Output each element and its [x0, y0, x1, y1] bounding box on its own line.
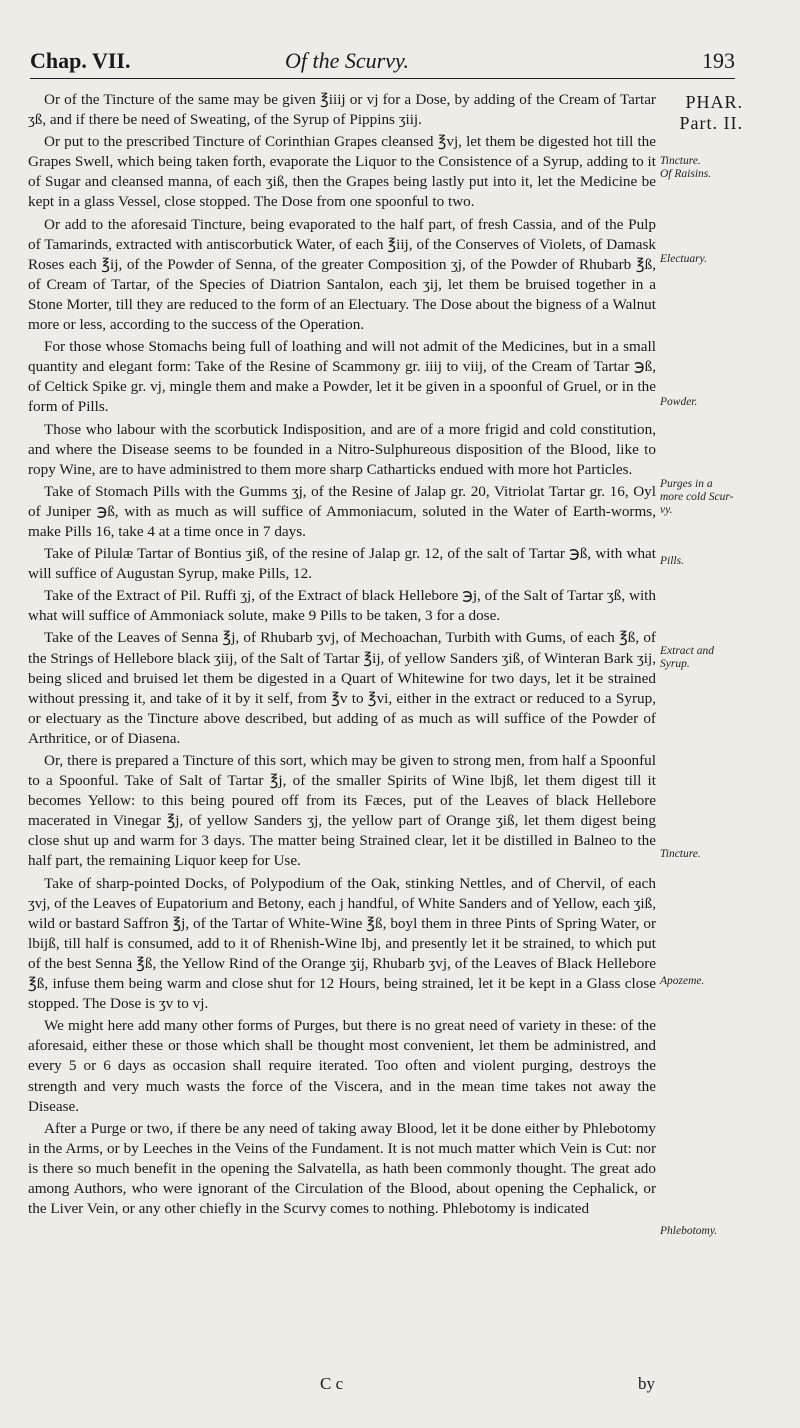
paragraph: Or, there is prepared a Tincture of this sort, which may be given to strong men, from half a Spoonful to a Spoonful. Take of Salt of Tartar ℥j, of the smaller Spirits of Wine lbjß, let them digest till it becomes Yellow: to this being poured off from its Fæces, put of the Leaves of black Hellebore macerated in Vinegar ℥j, of yellow Sanders ʒj, the yellow part of Orange ʒiß, let them digest being close shut up and warm for 3 days. The matter being Strained clear, let it be distilled in Balneo to the half part, the remaining Liquor keep for Use. — [28, 752, 656, 870]
margin-note-powder: Powder. — [660, 396, 698, 408]
chapter-label: Chap. VII. — [30, 48, 131, 73]
paragraph: Those who labour with the scorbutick Indisposition, and are of a more frigid and cold constitution, and where the Disease seems to be founded in a Nitro-Sulphureous disposition of the Blood, like to ropy Wine, are to have administred to them more sharp Catharticks endued with more hot Particles. — [28, 420, 656, 478]
paragraph: After a Purge or two, if there be any need of taking away Blood, let it be done either by Phlebotomy in the Arms, or by Leeches in the Veins of the Fundament. It is not much matter which Vein is Cut: nor is there so much benefit in the opening the Salvatella, as hath been commonly thought. The great ado among Authors, who were ignorant of the Circulation of the Blood, about opening the Cephalick, or the Liver Vein, or any other chiefly in the Scurvy comes to nothing. Phlebotomy is indicated — [28, 1119, 656, 1218]
margin-note-purges: Purges in a more cold Scur- vy. — [660, 478, 734, 516]
catchword: by — [638, 1374, 655, 1393]
chapter-title: Of the Scurvy. — [285, 48, 410, 73]
paragraph: Take of sharp-pointed Docks, of Polypodium of the Oak, stinking Nettles, and of Chervil, of each ʒvj, of the Leaves of Eupatorium and Betony, each j handful, of White Sanders and of Yellow, each ʒiß, wild or bastard Saffron ℥j, of the Tartar of White-Wine ℥ß, boyl them in three Pints of Spring Water, or lbijß, till half is consumed, add to it of Rhenish-Wine lbj, and presently let it be strained, to which put of the best Senna ℥ß, the Yellow Rind of the Orange ʒij, Rhubarb ʒvj, of the Leaves of Black Hellebore ℥ß, infuse them being warm and close shut for 12 Hours, being strained, let it be kept in a Glass close stopped. The Dose is ʒv to vj. — [28, 874, 656, 1013]
margin-note-tincture: Tincture. — [660, 848, 701, 860]
signature-mark: C c — [320, 1374, 344, 1393]
margin-note-tincture-raisins: Tincture. Of Raisins. — [660, 155, 712, 180]
paragraph: Or put to the prescribed Tincture of Corinthian Grapes cleansed ℥vj, let them be digested hot till the Grapes Swell, which being taken forth, evaporate the Liquor to the Consistence of a Syrup, adding to it of Sugar and cleansed manna, of each ʒiß, then the Grapes being lastly put into it, let the Medicine be kept in a glass Vessel, close stopped. The Dose from one spoonful to two. — [28, 133, 656, 211]
paragraph: Take of Pilulæ Tartar of Bontius ʒiß, of the resine of Jalap gr. 12, of the salt of Tartar ℈ß, with what will suffice of Augustan Syrup, make Pills, 12. — [28, 545, 656, 583]
paragraph: Take of the Leaves of Senna ℥j, of Rhubarb ʒvj, of Mechoachan, Turbith with Gums, of each ℥ß, of the Strings of Hellebore black ʒiij, of the Salt of Tartar ℥ij, of yellow Sanders ʒiß, of Winteran Bark ʒij, being sliced and bruised let them be digested in a Quart of Whitewine for two days, let it be strained without pressing it, and take of it by it self, from ℥v to ℥vi, either in the extract or reduced to a Syrup, or electuary as the Tincture above described, but adding of as much as will suffice of the Powder of Arthritice, or of Diasena. — [28, 629, 656, 747]
page-footer — [30, 1374, 655, 1396]
paragraph: Or of the Tincture of the same may be given ℥iiij or vj for a Dose, by adding of the Cream of Tartar ʒß, and if there be need of Sweating, of the Syrup of Pippins ʒiij. — [28, 91, 656, 129]
margin-note-apozeme: Apozeme. — [660, 975, 705, 987]
page-header — [30, 48, 735, 79]
margin-note-electuary: Electuary. — [660, 253, 707, 265]
body-text — [28, 90, 656, 1370]
margin-note-phlebotomy: Phlebotomy. — [660, 1225, 718, 1237]
paragraph: We might here add many other forms of Purges, but there is no great need of variety in these: of the aforesaid, either these or those which shall be thought most convenient, let them be administred, and every 5 or 6 days as occasion shall require iterated. Too often and violent purging, destroys the strength and very much wasts the force of the Viscera, and in the mean time takes not away the Disease. — [28, 1017, 656, 1115]
paragraph: Take of the Extract of Pil. Ruffi ʒj, of the Extract of black Hellebore ℈j, of the Salt of Tartar ʒß, with what will suffice of Ammoniack solute, make 9 Pills to be taken, 3 for a dose. — [28, 587, 656, 625]
paragraph: For those whose Stomachs being full of loathing and will not admit of the Medicines, but in a small quantity and elegant form: Take of the Resine of Scammony gr. iiij to viij, of the Cream of Tartar ℈ß, of Celtick Spike gr. vj, mingle them and make a Powder, let it be given in a spoonful of Gruel, or in the form of Pills. — [28, 338, 656, 416]
running-head-line2: Part. II. — [679, 113, 743, 133]
margin-note-pills: Pills. — [660, 555, 684, 567]
running-head — [648, 92, 743, 134]
page-number: 193 — [702, 48, 735, 73]
paragraph: Take of Stomach Pills with the Gumms ʒj, of the Resine of Jalap gr. 20, Vitriolat Tartar gr. 16, Oyl of Juniper ℈ß, with as much as will suffice of Ammoniacum, soluted in the Water of Earth-worms, make Pills 16, take 4 at a time once in 7 days. — [28, 482, 656, 540]
running-head-line1: PHAR. — [685, 92, 743, 112]
margin-note-extract-syrup: Extract and Syrup. — [660, 645, 714, 670]
paragraph: Or add to the aforesaid Tincture, being evaporated to the half part, of fresh Cassia, and of the Pulp of Tamarinds, extracted with antiscorbutick Water, of each ℥iij, of the Conserves of Violets, of Damask Roses each ℥ij, of the Powder of Senna, of the greater Composition ʒj, of the Powder of Rhubarb ℥ß, of Cream of Tartar, of the Species of Diatrion Santalon, each ʒij, let them be bruised together in a Stone Morter, till they are reduced to the form of an Electuary. The Dose about the bigness of a Walnut more or less, according to the success of the Operation. — [28, 215, 656, 334]
